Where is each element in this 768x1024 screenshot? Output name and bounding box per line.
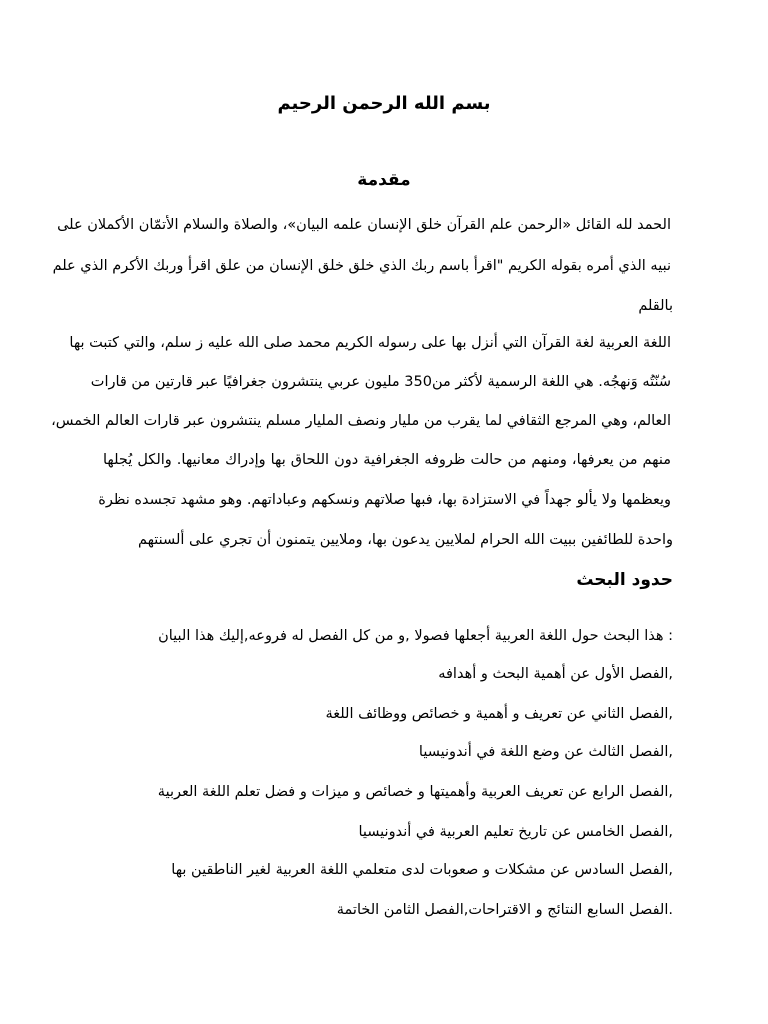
intro-line-6: العالم، وهي المرجع الثقافي لما يقرب من مليار ونصف المليار مسلم ينتشرون عبر قارات العالم الخمس، xyxy=(51,413,671,429)
intro-line-4: اللغة العربية لغة القرآن التي أنزل بها على رسوله الكريم محمد صلى الله عليه ز سلم، والتي كتبت بها xyxy=(69,335,671,351)
intro-line-5: سُنّتُه وَنهجُه. هي اللغة الرسمية لأكثر من350 مليون عربي ينتشرون جغرافيًا عبر قارتين من قارات xyxy=(90,374,671,390)
intro-line-2: نبيه الذي أمره بقوله الكريم "اقرأ باسم ربك الذي خلق خلق الإنسان من علق اقرأ وربك الأكرم الذي علم xyxy=(52,258,671,274)
scope-line-3: ,الفصل الثاني عن تعريف و أهمية و خصائص ووظائف اللغة xyxy=(325,706,673,722)
intro-line-1: الحمد لله القائل «الرحمن علم القرآن خلق الإنسان علمه البيان»، والصلاة والسلام الأتمّان الأكملان على xyxy=(57,217,671,233)
intro-line-8: ويعظمها ولا يألو جهداً في الاستزادة بها، فبها صلاتهم ونسكهم وعباداتهم. وهو مشهد تجسده نظرة xyxy=(98,492,671,508)
basmala-heading: بسم الله الرحمن الرحيم xyxy=(277,93,491,114)
intro-line-3: بالقلم xyxy=(638,298,673,314)
scope-line-4: ,الفصل الثالث عن وضع اللغة في أندونيسيا xyxy=(418,744,673,760)
scope-line-6: ,الفصل الخامس عن تاريخ تعليم العربية في أندونيسيا xyxy=(358,824,673,840)
intro-line-7: منهم من يعرفها، ومنهم من حالت ظروفه الجغرافية دون اللحاق بها وإدراك معانيها. والكل يُجلها xyxy=(103,452,671,468)
scope-line-7: ,الفصل السادس عن مشكلات و صعوبات لدى متعلمي اللغة العربية لغير الناطقين بها xyxy=(171,862,673,878)
scope-line-2: ,الفصل الأول عن أهمية البحث و أهدافه xyxy=(438,666,673,682)
scope-line-8: .الفصل السابع النتائج و الاقتراحات,الفصل الثامن الخاتمة xyxy=(336,902,673,918)
scope-heading: حدود البحث xyxy=(576,570,673,590)
intro-line-9: واحدة للطائفين ببيت الله الحرام لملايين يدعون بها، وملايين يتمنون أن تجري على ألسنتهم xyxy=(137,532,673,548)
scope-line-1: : هذا البحث حول اللغة العربية أجعلها فصولا ,و من كل الفصل له فروعه,إليك هذا البيان xyxy=(158,628,673,644)
intro-heading: مقدمة xyxy=(357,170,411,190)
scope-line-5: ,الفصل الرابع عن تعريف العربية وأهميتها و خصائص و ميزات و فضل تعلم اللغة العربية xyxy=(157,784,673,800)
